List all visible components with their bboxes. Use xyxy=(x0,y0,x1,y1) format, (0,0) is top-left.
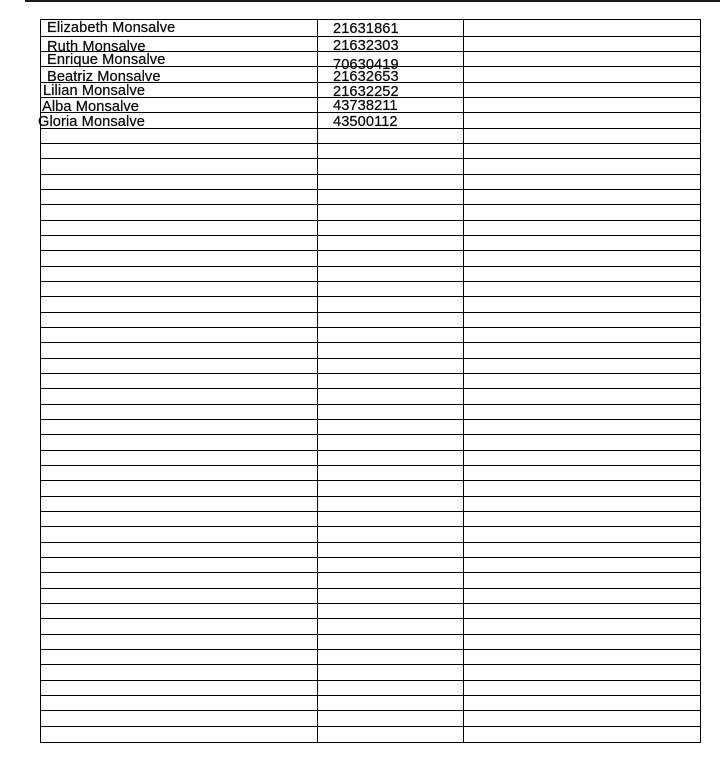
blank-cell xyxy=(464,175,700,189)
name-cell xyxy=(41,650,318,664)
blank-cell xyxy=(464,343,700,357)
blank-cell xyxy=(464,113,700,127)
name-cell xyxy=(41,466,318,480)
number-cell xyxy=(318,405,464,419)
name-cell xyxy=(41,144,318,158)
number-cell xyxy=(318,558,464,572)
number-cell xyxy=(318,37,464,54)
number-cell xyxy=(318,267,464,281)
number-cell xyxy=(318,604,464,618)
blank-cell xyxy=(464,481,700,495)
number-cell xyxy=(318,543,464,557)
number-cell xyxy=(318,650,464,664)
name-cell xyxy=(41,420,318,434)
name-cell xyxy=(41,328,318,342)
number-cell xyxy=(318,435,464,449)
number-cell xyxy=(318,696,464,710)
blank-cell xyxy=(464,420,700,434)
table-row xyxy=(41,619,700,634)
number-cell xyxy=(318,190,464,204)
table-row xyxy=(41,527,700,542)
table-row xyxy=(41,37,700,55)
contact-table xyxy=(40,19,701,743)
blank-cell xyxy=(464,681,700,695)
name-cell xyxy=(41,251,318,265)
table-row xyxy=(41,190,700,205)
blank-cell xyxy=(464,328,700,342)
blank-cell xyxy=(464,665,700,679)
contact-number: 21632653 xyxy=(333,68,399,85)
table-row xyxy=(41,711,700,726)
table-row xyxy=(41,558,700,573)
number-cell xyxy=(318,665,464,679)
number-cell xyxy=(318,52,464,73)
contact-number: 21632303 xyxy=(333,37,399,54)
blank-cell xyxy=(464,711,700,725)
name-cell xyxy=(41,282,318,296)
table-row xyxy=(41,435,700,450)
table-row xyxy=(41,466,700,481)
number-cell xyxy=(318,251,464,265)
name-cell xyxy=(41,83,318,100)
number-cell xyxy=(318,343,464,357)
blank-cell xyxy=(464,190,700,204)
blank-cell xyxy=(464,573,700,587)
name-cell xyxy=(41,451,318,465)
name-cell xyxy=(41,20,318,36)
number-cell xyxy=(318,527,464,541)
blank-cell xyxy=(464,604,700,618)
number-cell xyxy=(318,205,464,219)
blank-cell xyxy=(464,696,700,710)
name-cell xyxy=(41,236,318,250)
contact-number: 21632252 xyxy=(333,84,399,101)
name-cell xyxy=(41,221,318,235)
table-row xyxy=(41,236,700,251)
name-cell xyxy=(41,267,318,281)
table-row xyxy=(41,159,700,174)
number-cell xyxy=(318,481,464,495)
number-cell xyxy=(318,236,464,250)
table-row xyxy=(41,313,700,328)
number-cell xyxy=(318,573,464,587)
table-row xyxy=(41,589,700,604)
number-cell xyxy=(318,175,464,189)
table-row xyxy=(41,359,700,374)
name-cell xyxy=(41,573,318,587)
name-cell xyxy=(41,696,318,710)
table-row xyxy=(41,635,700,650)
table-row xyxy=(38,113,700,130)
name-cell xyxy=(41,619,318,633)
table-row xyxy=(41,221,700,236)
blank-cell xyxy=(464,527,700,541)
name-cell xyxy=(41,727,318,742)
table-row xyxy=(41,282,700,297)
name-cell xyxy=(41,481,318,495)
blank-cell xyxy=(464,405,700,419)
number-cell xyxy=(318,497,464,511)
table-row xyxy=(41,343,700,358)
name-cell xyxy=(41,205,318,219)
table-row xyxy=(41,573,700,588)
table-row xyxy=(41,420,700,435)
table-row xyxy=(41,251,700,266)
number-cell xyxy=(318,159,464,173)
contact-number: 43500112 xyxy=(333,113,398,130)
table-row xyxy=(41,83,700,101)
table-row xyxy=(41,727,700,742)
blank-cell xyxy=(464,389,700,403)
table-row xyxy=(41,650,700,665)
name-cell xyxy=(41,297,318,311)
contact-name: Ruth Monsalve xyxy=(47,38,146,55)
blank-cell xyxy=(464,589,700,603)
blank-cell xyxy=(464,635,700,649)
name-cell xyxy=(41,497,318,511)
number-cell xyxy=(318,297,464,311)
blank-cell xyxy=(464,251,700,265)
blank-cell xyxy=(464,236,700,250)
name-cell xyxy=(41,711,318,725)
table-row xyxy=(41,696,700,711)
table-row xyxy=(41,51,700,73)
name-cell xyxy=(41,558,318,572)
name-cell xyxy=(41,405,318,419)
blank-cell xyxy=(464,650,700,664)
blank-cell xyxy=(464,451,700,465)
table-row xyxy=(41,543,700,558)
name-cell xyxy=(41,635,318,649)
contact-number: 21631861 xyxy=(333,20,399,37)
blank-cell xyxy=(464,727,700,742)
name-cell xyxy=(41,343,318,357)
table-row xyxy=(41,67,700,86)
contact-name: Alba Monsalve xyxy=(42,98,140,115)
number-cell xyxy=(318,282,464,296)
contact-name: Beatriz Monsalve xyxy=(47,69,161,86)
table-row xyxy=(41,374,700,389)
blank-cell xyxy=(464,205,700,219)
contact-name: Lilian Monsalve xyxy=(43,83,146,100)
name-cell xyxy=(41,512,318,526)
table-row xyxy=(41,681,700,696)
number-cell xyxy=(318,711,464,725)
number-cell xyxy=(318,389,464,403)
number-cell xyxy=(318,374,464,388)
blank-cell xyxy=(464,619,700,633)
table-row xyxy=(41,665,700,680)
number-cell xyxy=(318,98,464,112)
table-row xyxy=(41,512,700,527)
contact-name: Elizabeth Monsalve xyxy=(47,19,176,36)
contact-name: Gloria Monsalve xyxy=(38,113,145,130)
number-cell xyxy=(318,635,464,649)
blank-cell xyxy=(464,267,700,281)
number-cell xyxy=(318,20,464,36)
name-cell xyxy=(41,604,318,618)
number-cell xyxy=(318,451,464,465)
number-cell xyxy=(318,727,464,742)
name-cell xyxy=(41,681,318,695)
blank-cell xyxy=(464,435,700,449)
table-row xyxy=(41,405,700,420)
name-cell xyxy=(41,543,318,557)
table-row xyxy=(41,144,700,159)
name-cell xyxy=(41,37,318,55)
blank-cell xyxy=(464,67,700,81)
blank-cell xyxy=(464,159,700,173)
number-cell xyxy=(318,83,464,101)
table-row xyxy=(41,20,700,37)
number-cell xyxy=(318,221,464,235)
blank-cell xyxy=(464,374,700,388)
blank-cell xyxy=(464,144,700,158)
blank-cell xyxy=(464,52,700,66)
blank-cell xyxy=(464,512,700,526)
name-cell xyxy=(38,113,318,130)
blank-cell xyxy=(464,543,700,557)
blank-cell xyxy=(464,282,700,296)
blank-cell xyxy=(464,83,700,97)
number-cell xyxy=(318,313,464,327)
number-cell xyxy=(318,466,464,480)
blank-cell xyxy=(464,297,700,311)
contact-number: 70630419 xyxy=(333,56,399,73)
number-cell xyxy=(318,619,464,633)
table-row xyxy=(41,129,700,144)
blank-cell xyxy=(464,497,700,511)
name-cell xyxy=(41,52,318,66)
blank-cell xyxy=(464,129,700,143)
name-cell xyxy=(41,313,318,327)
table-row xyxy=(41,389,700,404)
table-row xyxy=(41,175,700,190)
name-cell xyxy=(41,190,318,204)
table-row xyxy=(41,328,700,343)
number-cell xyxy=(318,512,464,526)
table-row xyxy=(41,604,700,619)
name-cell xyxy=(41,175,318,189)
number-cell xyxy=(318,681,464,695)
name-cell xyxy=(41,665,318,679)
blank-cell xyxy=(464,313,700,327)
contact-number: 43738211 xyxy=(333,97,398,114)
name-cell xyxy=(41,359,318,373)
table-row xyxy=(41,481,700,496)
number-cell xyxy=(318,359,464,373)
number-cell xyxy=(318,144,464,158)
name-cell xyxy=(41,98,318,115)
table-row xyxy=(41,98,700,113)
blank-cell xyxy=(464,466,700,480)
name-cell xyxy=(41,129,318,143)
number-cell xyxy=(318,129,464,143)
name-cell xyxy=(41,374,318,388)
number-cell xyxy=(318,328,464,342)
blank-cell xyxy=(464,558,700,572)
blank-cell xyxy=(464,20,700,36)
number-cell xyxy=(318,420,464,434)
number-cell xyxy=(318,113,464,130)
name-cell xyxy=(41,159,318,173)
contact-name: Enrique Monsalve xyxy=(47,51,166,68)
table-row xyxy=(41,451,700,466)
number-cell xyxy=(318,67,464,85)
number-cell xyxy=(318,589,464,603)
name-cell xyxy=(41,389,318,403)
name-cell xyxy=(41,527,318,541)
blank-cell xyxy=(464,98,700,112)
scan-edge-artifact xyxy=(25,0,720,2)
table-row xyxy=(41,497,700,512)
table-row xyxy=(41,205,700,220)
blank-cell xyxy=(464,37,700,51)
name-cell xyxy=(41,435,318,449)
name-cell xyxy=(41,589,318,603)
blank-cell xyxy=(464,221,700,235)
blank-cell xyxy=(464,359,700,373)
name-cell xyxy=(41,67,318,86)
table-row xyxy=(41,297,700,312)
table-row xyxy=(41,267,700,282)
